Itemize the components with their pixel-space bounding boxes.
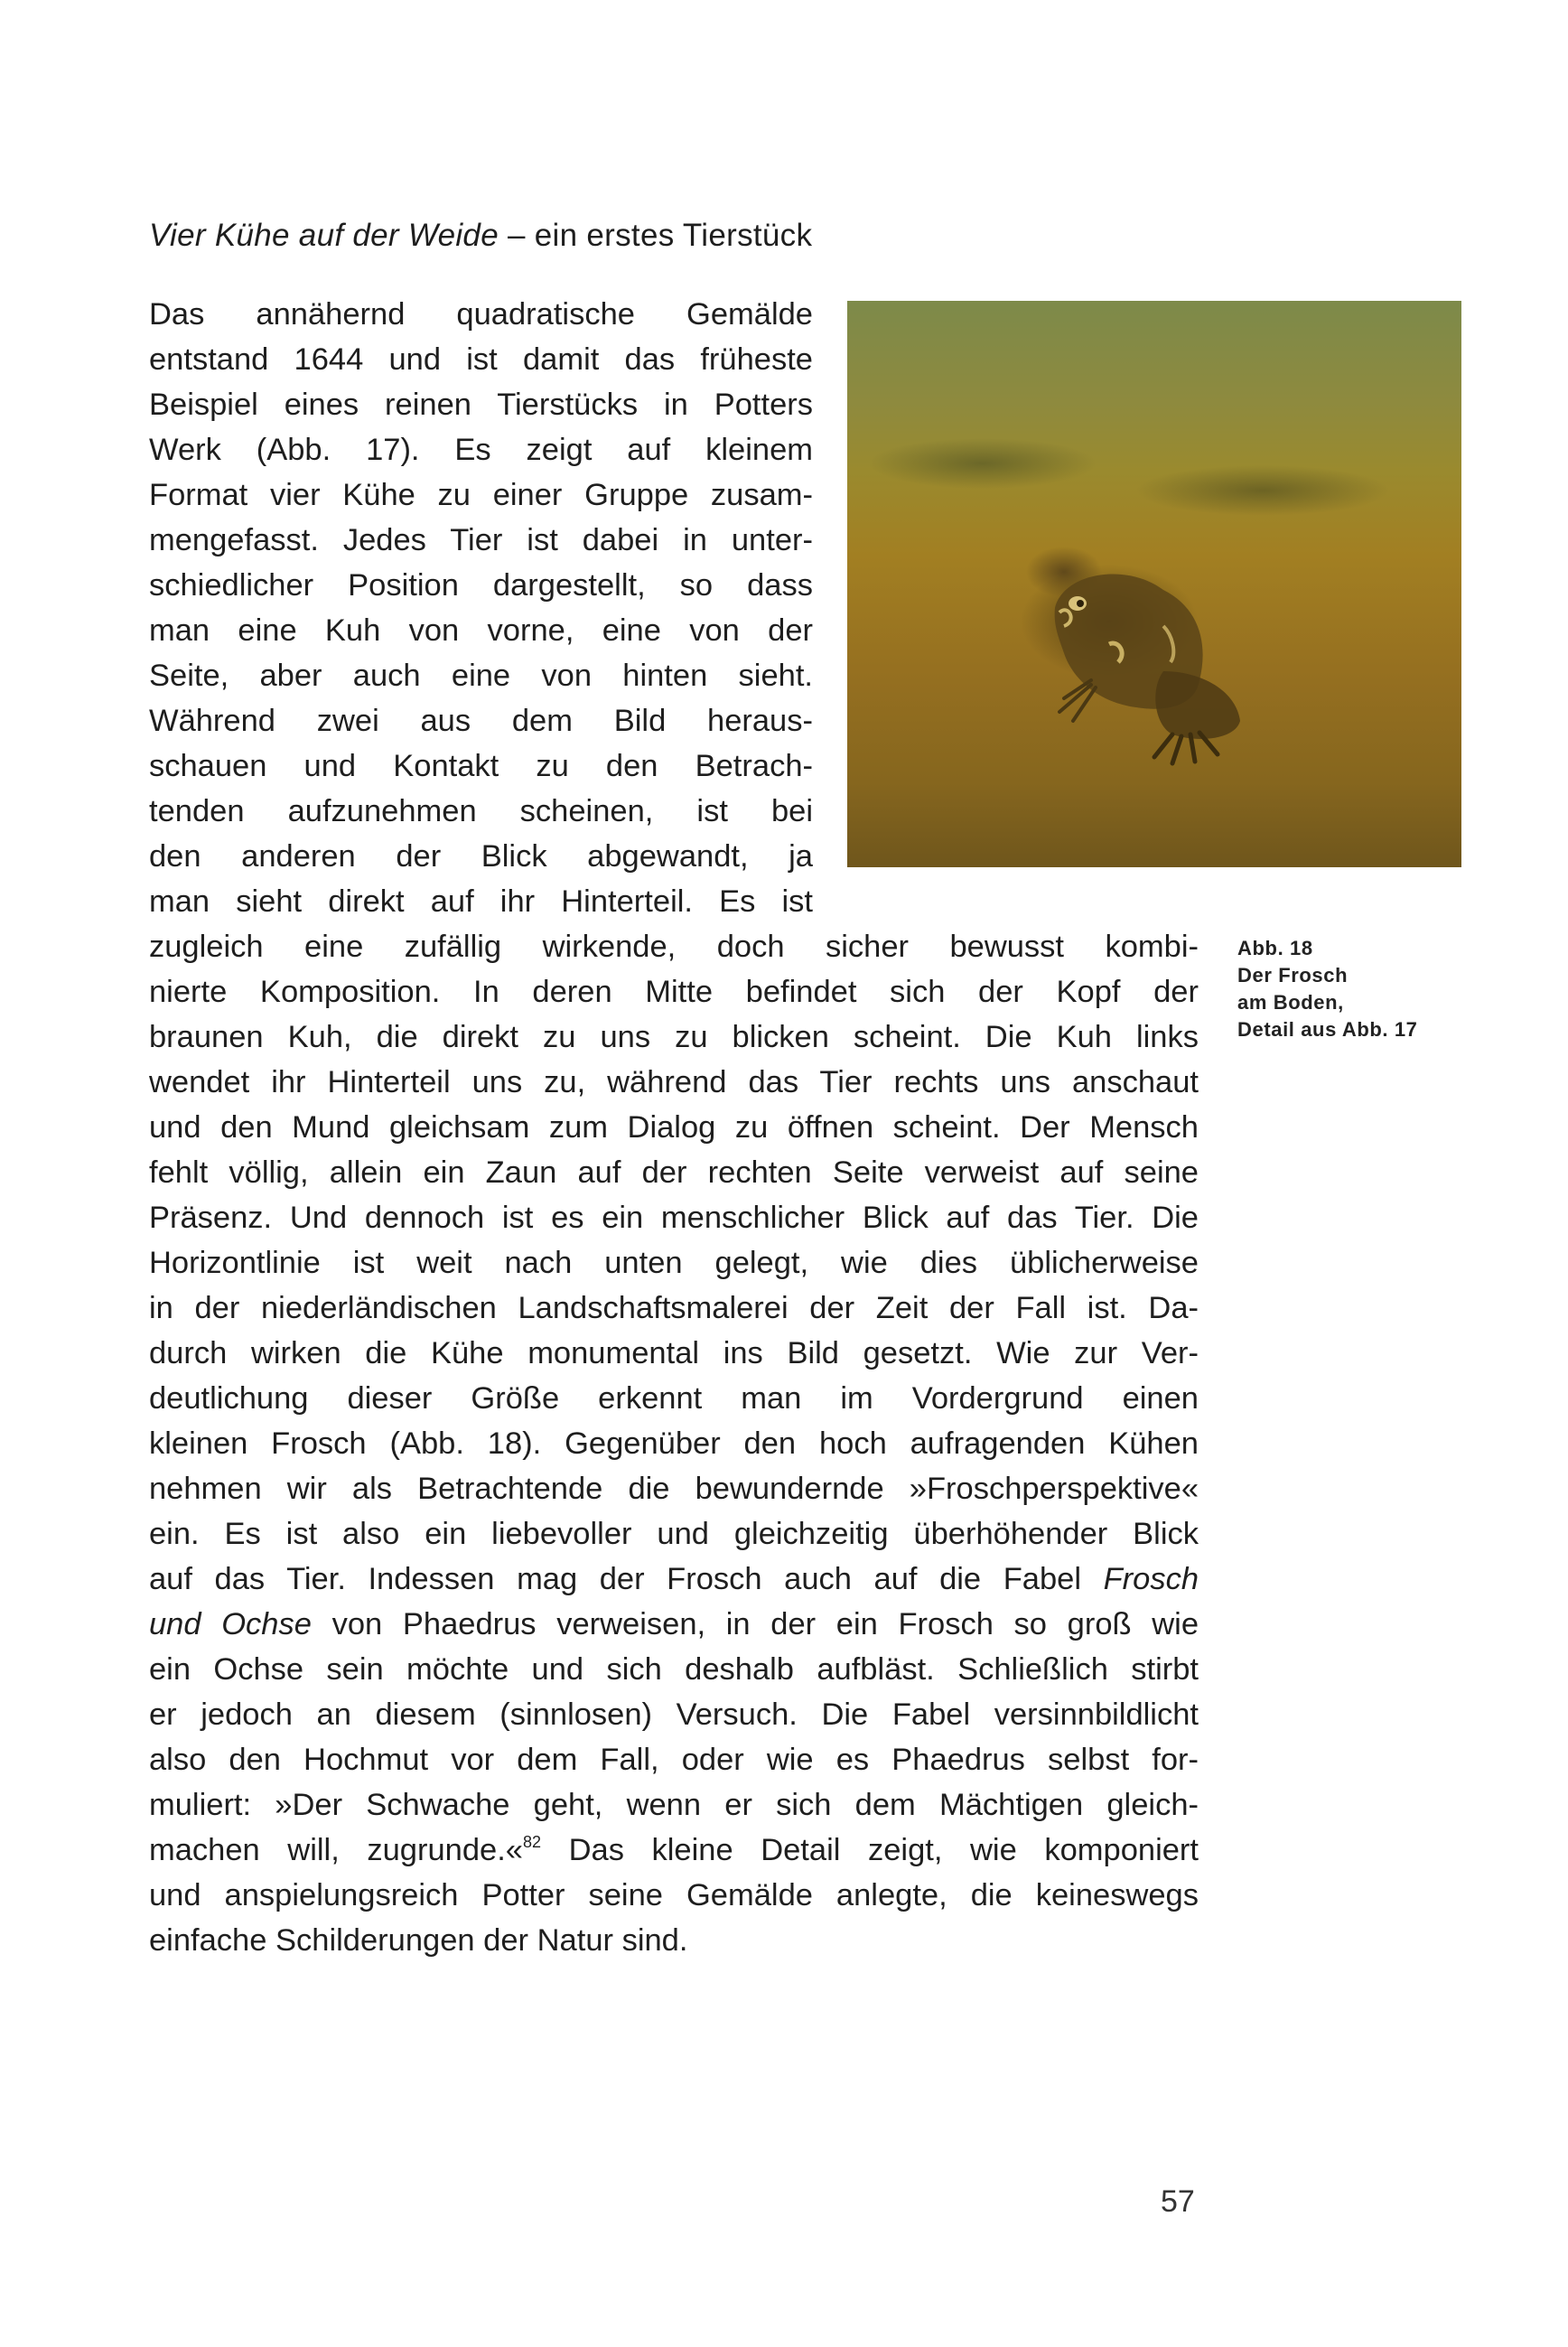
text-line: nierte Komposition. In deren Mitte befindet sich der Kopf der bbox=[149, 975, 1199, 1009]
text-line: Seite, aber auch eine von hinten sieht. bbox=[149, 659, 813, 693]
text-line: ein. Es ist also ein liebevoller und gleichzeitig überhöhender Blick bbox=[149, 1517, 1199, 1551]
body-text-column-wide bbox=[149, 924, 1199, 1963]
heading-title-italic: Vier Kühe auf der Weide bbox=[149, 218, 499, 253]
body-text-column-narrow bbox=[149, 292, 813, 924]
fable-title-part: Frosch bbox=[1103, 1562, 1199, 1596]
figure-caption bbox=[1237, 935, 1418, 1043]
text-line: Format vier Kühe zu einer Gruppe zusam- bbox=[149, 478, 813, 512]
caption-figure-number: Abb. 18 bbox=[1237, 937, 1313, 959]
text-line: nehmen wir als Betrachtende die bewundernde »Froschperspektive« bbox=[149, 1472, 1199, 1506]
text-line-footnote bbox=[149, 1828, 1199, 1873]
text-line-last: einfache Schilderungen der Natur sind. bbox=[149, 1923, 688, 1958]
text-line: kleinen Frosch (Abb. 18). Gegenüber den hoch aufragenden Kühen bbox=[149, 1426, 1199, 1461]
text-line: Werk (Abb. 17). Es zeigt auf kleinem bbox=[149, 433, 813, 467]
caption-line: Detail aus Abb. 17 bbox=[1237, 1018, 1418, 1041]
text-line: den anderen der Blick abgewandt, ja bbox=[149, 839, 813, 874]
text-line: braunen Kuh, die direkt zu uns zu blicken scheint. Die Kuh links bbox=[149, 1020, 1199, 1054]
text-line: er jedoch an diesem (sinnlosen) Versuch. Die Fabel versinnbildlicht bbox=[149, 1697, 1199, 1732]
caption-line: am Boden, bbox=[1237, 991, 1344, 1014]
text-line-fable-title bbox=[149, 1557, 1199, 1602]
text-line: muliert: »Der Schwache geht, wenn er sich dem Mächtigen gleich- bbox=[149, 1788, 1199, 1822]
text-line: schauen und Kontakt zu den Betrach- bbox=[149, 749, 813, 783]
text-line: man sieht direkt auf ihr Hinterteil. Es ist bbox=[149, 884, 813, 919]
text-line: schiedlicher Position dargestellt, so dass bbox=[149, 568, 813, 603]
text-line: zugleich eine zufällig wirkende, doch sicher bewusst kombi- bbox=[149, 930, 1199, 964]
figure-frog-detail bbox=[847, 301, 1461, 867]
text-fragment: von Phaedrus verweisen, in der ein Frosch so groß wie bbox=[311, 1607, 1199, 1641]
text-line: entstand 1644 und ist damit das früheste bbox=[149, 342, 813, 377]
text-line: wendet ihr Hinterteil uns zu, während das Tier rechts uns anschaut bbox=[149, 1065, 1199, 1099]
footnote-reference[interactable]: 82 bbox=[523, 1833, 542, 1851]
text-line: fehlt völlig, allein ein Zaun auf der rechten Seite verweist auf seine bbox=[149, 1155, 1199, 1190]
text-fragment: auf das Tier. Indessen mag der Frosch auch auf die Fabel bbox=[149, 1562, 1104, 1596]
text-line: Beispiel eines reinen Tierstücks in Potters bbox=[149, 388, 813, 422]
page-number: 57 bbox=[1161, 2184, 1195, 2219]
text-line: und den Mund gleichsam zum Dialog zu öffnen scheint. Der Mensch bbox=[149, 1110, 1199, 1145]
text-line: tenden aufzunehmen scheinen, ist bei bbox=[149, 794, 813, 828]
fable-title-part: und Ochse bbox=[149, 1607, 312, 1641]
text-line-fable-title-cont bbox=[149, 1602, 1199, 1647]
text-line: Das annähernd quadratische Gemälde bbox=[149, 297, 813, 332]
text-line: Während zwei aus dem Bild heraus- bbox=[149, 704, 813, 738]
frog-painting-image bbox=[1028, 554, 1263, 771]
text-line: man eine Kuh von vorne, eine von der bbox=[149, 613, 813, 648]
text-line: Horizontlinie ist weit nach unten gelegt, wie dies üblicherweise bbox=[149, 1246, 1199, 1280]
text-line: ein Ochse sein möchte und sich deshalb aufbläst. Schließlich stirbt bbox=[149, 1652, 1199, 1687]
text-fragment: machen will, zugrunde.« bbox=[149, 1833, 523, 1867]
text-line: in der niederländischen Landschaftsmalerei der Zeit der Fall ist. Da- bbox=[149, 1291, 1199, 1325]
text-line: durch wirken die Kühe monumental ins Bild gesetzt. Wie zur Ver- bbox=[149, 1336, 1199, 1370]
text-line: deutlichung dieser Größe erkennt man im Vordergrund einen bbox=[149, 1381, 1199, 1416]
section-heading bbox=[149, 213, 812, 258]
caption-line: Der Frosch bbox=[1237, 964, 1349, 986]
text-line: mengefasst. Jedes Tier ist dabei in unter- bbox=[149, 523, 813, 557]
text-line: und anspielungsreich Potter seine Gemälde anlegte, die keineswegs bbox=[149, 1878, 1199, 1912]
text-line: also den Hochmut vor dem Fall, oder wie es Phaedrus selbst for- bbox=[149, 1743, 1199, 1777]
text-fragment: Das kleine Detail zeigt, wie komponiert bbox=[541, 1833, 1199, 1867]
text-line: Präsenz. Und dennoch ist es ein menschlicher Blick auf das Tier. Die bbox=[149, 1201, 1199, 1235]
heading-subtitle: – ein erstes Tierstück bbox=[498, 218, 813, 253]
